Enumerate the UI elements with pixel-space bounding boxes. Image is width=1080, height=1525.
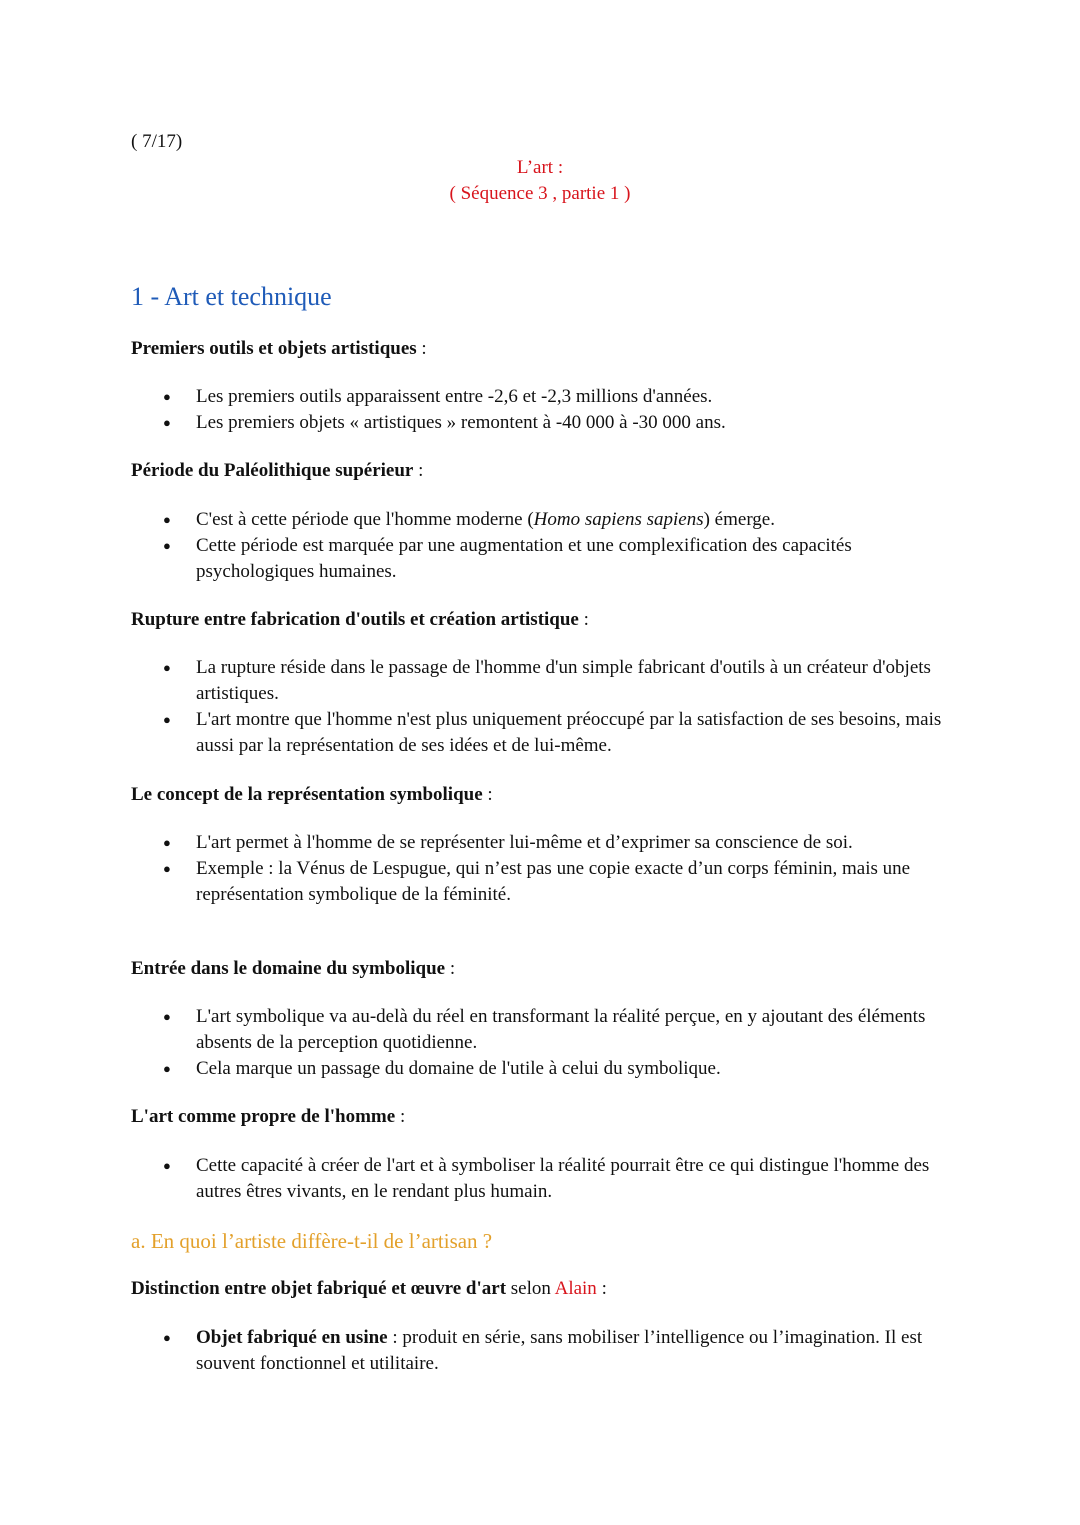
- colon: :: [578, 609, 589, 630]
- distinction-heading-bold: Distinction entre objet fabriqué et œuvre d'art: [131, 1278, 507, 1299]
- italic-text: Homo sapiens sapiens: [533, 509, 704, 530]
- list-item: ● Cela marque un passage du domaine de l'utile à celui du symbolique.: [131, 1056, 956, 1082]
- distinction-heading: [131, 1276, 607, 1302]
- list-item: [131, 507, 956, 533]
- list-item: ● L'art permet à l'homme de se représenter lui-même et d’exprimer sa conscience de soi.: [131, 830, 956, 856]
- list-item: ● Cette période est marquée par une augmentation et une complexification des capacités psychologiques humaines.: [131, 533, 956, 585]
- colon: :: [395, 1106, 406, 1127]
- document-title: L’art :: [516, 157, 564, 178]
- bullet-list: [131, 1153, 951, 1205]
- text: C'est à cette période que l'homme moderne (: [196, 509, 534, 530]
- subheading: [131, 607, 589, 633]
- author-name: Alain: [554, 1278, 597, 1299]
- subheading: [131, 336, 427, 362]
- text: ) émerge.: [703, 509, 775, 530]
- bullet-list: [131, 830, 951, 908]
- colon: :: [482, 784, 493, 805]
- colon: :: [416, 338, 427, 359]
- distinction-list: [131, 1325, 951, 1377]
- list-item: ● Exemple : la Vénus de Lespugue, qui n’est pas une copie exacte d’un corps féminin, mais une représentation symbolique de la féminité.: [131, 856, 956, 908]
- subheading: [131, 782, 493, 808]
- bullet-list: [131, 384, 951, 436]
- subheading: [131, 956, 455, 982]
- list-item: ● Les premiers objets « artistiques » remontent à -40 000 à -30 000 ans.: [131, 410, 956, 436]
- list-item: ● Les premiers outils apparaissent entre -2,6 et -2,3 millions d'années.: [131, 384, 956, 410]
- subsection-heading: a. En quoi l’artiste diffère-t-il de l’artisan ?: [131, 1229, 493, 1253]
- list-item: ● Cette capacité à créer de l'art et à symboliser la réalité pourrait être ce qui distingue l'homme des autres êtres vivants, en le rendant plus humain.: [131, 1153, 956, 1205]
- page-number: ( 7/17): [131, 131, 183, 152]
- subheading: [131, 1104, 405, 1130]
- subheading-text: Période du Paléolithique supérieur: [131, 460, 414, 481]
- colon: :: [596, 1278, 607, 1299]
- subheading-text: L'art comme propre de l'homme: [131, 1106, 396, 1127]
- item-bold: Objet fabriqué en usine: [196, 1327, 388, 1348]
- section-heading: 1 - Art et technique: [131, 282, 332, 311]
- bullet-list: [131, 655, 951, 759]
- list-item: ● L'art montre que l'homme n'est plus uniquement préoccupé par la satisfaction de ses besoins, mais aussi par la représentation de ses idées et de lui-même.: [131, 707, 956, 759]
- document-subtitle: ( Séquence 3 , partie 1 ): [449, 183, 631, 204]
- list-item: ● L'art symbolique va au-delà du réel en transformant la réalité perçue, en y ajoutant des éléments absents de la perception quotidienne.: [131, 1004, 956, 1056]
- colon: :: [413, 460, 424, 481]
- list-item: [131, 1325, 956, 1377]
- subheading-text: Le concept de la représentation symbolique: [131, 784, 483, 805]
- list-item: ● La rupture réside dans le passage de l'homme d'un simple fabricant d'outils à un créateur d'objets artistiques.: [131, 655, 956, 707]
- subheading: [131, 458, 423, 484]
- bullet-list: [131, 1004, 951, 1082]
- item-text: : produit en série, sans mobiliser l’intelligence ou l’imagination. Il est souvent fonctionnel et utilitaire.: [196, 1327, 923, 1374]
- colon: :: [445, 958, 456, 979]
- subheading-text: Entrée dans le domaine du symbolique: [131, 958, 446, 979]
- subheading-text: Rupture entre fabrication d'outils et création artistique: [131, 609, 579, 630]
- selon-text: selon: [506, 1278, 555, 1299]
- bullet-list: [131, 507, 951, 585]
- subheading-text: Premiers outils et objets artistiques: [131, 338, 417, 359]
